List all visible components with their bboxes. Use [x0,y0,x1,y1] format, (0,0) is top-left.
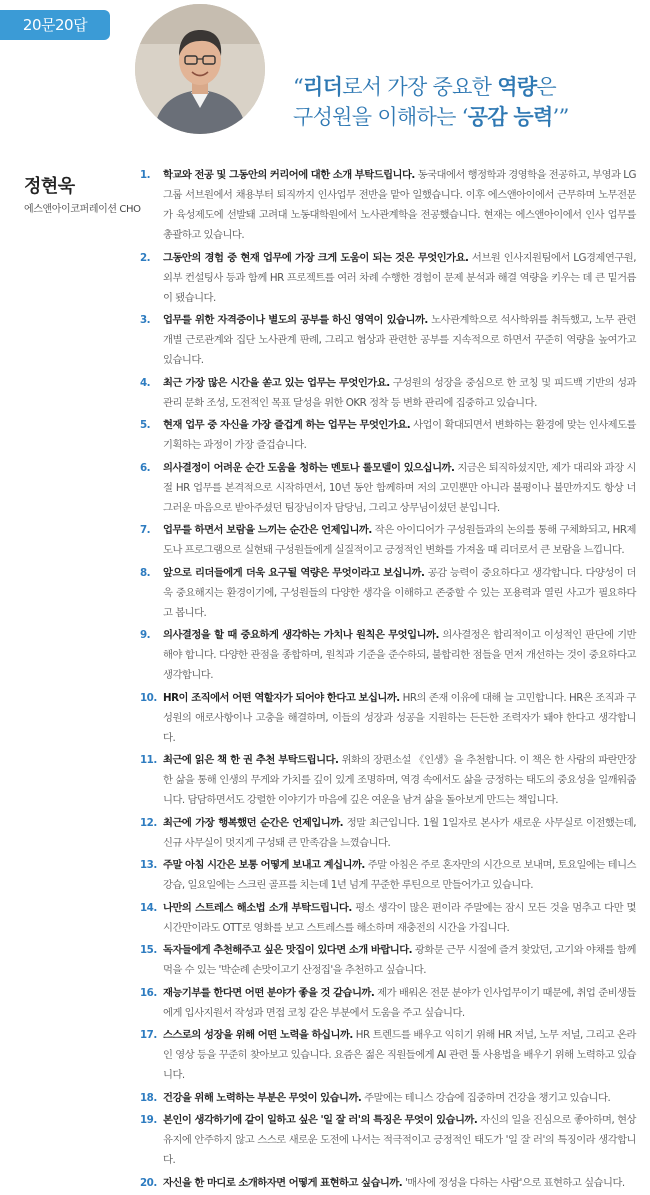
person-portrait-icon [135,4,265,134]
qa-answer: 사업이 확대되면서 변화하는 환경에 맞는 인사제도를 기획하는 과정이 가장 즐겁습니다. [163,419,636,451]
qa-question: 그동안의 경험 중 현재 업무에 가장 크게 도움이 되는 것은 무엇인가요. [163,251,469,264]
qa-question: 최근에 가장 행복했던 순간은 언제입니까. [163,816,344,829]
qa-answer: 제가 배워온 전문 분야가 인사업무이기 때문에, 취업 준비생들에게 입사지원서 작성과 면접 코칭 같은 부분에서 도움을 주고 싶습니다. [163,986,636,1019]
qa-question: 최근에 읽은 책 한 권 추천 부탁드립니다. [163,754,339,766]
qa-item [140,940,636,980]
qa-answer: 동국대에서 행정학과 경영학을 전공하고, 부영과 LG그룹 서브원에서 채용부터 퇴직까지 인사업무 전반을 맡아 일했습니다. 이후 에스앤아이에서 근무하며 노무전문가 육성제도에 선발돼 고려대 노동대학원에서 노사관계학을 전공했습니다. 현재는 에스앤아이에서 인사 업무를 총괄하고 있습니다. [163,169,636,241]
qa-answer: 구성원의 성장을 중심으로 한 코칭 및 피드백 기반의 성과관리 문화 조성, 도전적인 목표 달성을 위한 OKR 정착 등 변화 관리에 집중하고 있습니다. [163,376,637,409]
headline-quote [293,72,633,132]
qa-question: 의사결정이 어려운 순간 도움을 청하는 멘토나 롤모델이 있으십니까. [163,461,455,474]
qa-item [140,520,636,560]
qa-answer: 서브원 인사지원팀에서 LG경제연구원, 외부 컨설팅사 등과 함께 HR 프로젝트를 여러 차례 수행한 경험이 문제 분석과 해결 역량을 키우는 데 큰 밑거름이 됐습니다. [163,251,636,304]
section-tab: 20문20답 [0,10,110,40]
headline-bold-3: 공감 능력 [467,104,553,129]
qa-number: 12. [140,816,157,829]
qa-item [140,750,636,810]
qa-answer: 정말 최근입니다. 1월 1일자로 본사가 새로운 사무실로 이전했는데, 신규 사무실이 멋지게 구성돼 큰 만족감을 느꼈습니다. [163,816,636,849]
qa-item [140,563,636,623]
qa-question: 주말 아침 시간은 보통 어떻게 보내고 계십니까. [163,859,365,871]
qa-answer: 노사관계학으로 석사학위를 취득했고, 노무 관련 개별 근로관계와 집단 노사관계 판례, 그리고 협상과 관련한 공부를 지속적으로 하면서 꾸준히 역량을 높여가고 있습니다. [163,314,636,366]
headline-text-1: 로서 가장 중요한 [342,75,498,99]
qa-answer: 의사결정은 합리적이고 이성적인 판단에 기반해야 합니다. 다양한 관점을 종합하며, 원칙과 기준을 준수하되, 불합리한 점들을 먼저 개선하는 것이 중요하다고 생각합니다. [163,629,637,681]
qa-answer: 주말에는 테니스 강습에 집중하며 건강을 챙기고 있습니다. [361,1091,611,1104]
qa-question: 학교와 전공 및 그동안의 커리어에 대한 소개 부탁드립니다. [163,169,415,181]
qa-answer: 지금은 퇴직하셨지만, 제가 대리와 과장 시절 HR 업무를 본격적으로 시작하면서, 10년 동안 함께하며 저의 고민뿐만 아니라 불평이나 불만까지도 항상 너그러운 마음으로 받아주셨던 팀장님이자 담당님, 그리고 상무님이셨던 분입니다. [163,461,636,514]
qa-item [140,373,636,413]
qa-question: 재능기부를 한다면 어떤 분야가 좋을 것 같습니까. [163,986,375,999]
qa-question: 현재 업무 중 자신을 가장 즐겁게 하는 업무는 무엇인가요. [163,419,411,431]
qa-number: 14. [140,901,157,914]
qa-question: 최근 가장 많은 시간을 쏟고 있는 업무는 무엇인가요. [163,376,390,389]
qa-list [140,165,636,1195]
qa-question: 건강을 위해 노력하는 부분은 무엇이 있습니까. [163,1091,362,1104]
qa-item [140,310,636,370]
quote-mark: “ [293,75,304,99]
qa-number: 11. [140,754,157,766]
qa-number: 8. [140,566,151,579]
qa-number: 9. [140,629,151,641]
qa-item [140,165,636,245]
qa-question: 나만의 스트레스 해소법 소개 부탁드립니다. [163,901,352,914]
qa-item [140,1025,636,1085]
qa-answer: 작은 아이디어가 구성원들과의 논의를 통해 구체화되고, HR제도나 프로그램으로 실현돼 구성원들에게 실질적이고 긍정적인 변화를 가져올 때 리더로서 큰 보람을 느낍니다. [163,524,636,556]
qa-item [140,688,636,748]
qa-answer: '매사에 정성을 다하는 사람'으로 표현하고 싶습니다. [402,1176,625,1189]
qa-number: 6. [140,461,151,474]
headline-text-3: 구성원을 이해하는 ‘ [293,105,468,129]
qa-item [140,1088,636,1108]
qa-number: 1. [140,169,151,181]
qa-number: 20. [140,1176,157,1189]
qa-item [140,415,636,455]
qa-question: 의사결정을 할 때 중요하게 생각하는 가치나 원칙은 무엇입니까. [163,629,439,641]
profile-title: 에스앤아이코퍼레이션 CHO [24,204,141,215]
qa-answer: 자신의 일을 진심으로 좋아하며, 현상 유지에 안주하지 않고 스스로 새로운 도전에 나서는 적극적이고 긍정적인 태도가 '일 잘 러'의 특징이라 생각합니다. [163,1114,636,1166]
qa-question: 업무를 하면서 보람을 느끼는 순간은 언제입니까. [163,524,372,536]
qa-question: HR이 조직에서 어떤 역할자가 되어야 한다고 보십니까. [163,691,400,704]
qa-number: 4. [140,376,151,389]
qa-number: 16. [140,986,157,999]
qa-question: 독자들에게 추천해주고 싶은 맛집이 있다면 소개 바랍니다. [163,944,413,956]
qa-number: 17. [140,1029,157,1041]
qa-answer: HR의 존재 이유에 대해 늘 고민합니다. HR은 조직과 구성원의 애로사항이나 고충을 해결하며, 이들의 성장과 성공을 지원하는 든든한 조력자가 돼야 한다고 생각합니다. [163,691,636,744]
qa-item [140,1173,636,1193]
qa-number: 15. [140,944,157,956]
qa-number: 10. [140,691,157,704]
headline-bold-1: 리더 [303,74,343,99]
qa-item [140,248,636,308]
qa-number: 18. [140,1091,157,1104]
qa-item [140,898,636,938]
qa-question: 앞으로 리더들에게 더욱 요구될 역량은 무엇이라고 보십니까. [163,566,425,579]
qa-question: 업무를 위한 자격증이나 별도의 공부를 하신 영역이 있습니까. [163,314,428,326]
qa-item [140,1110,636,1170]
qa-answer: 광화문 근무 시절에 즐겨 찾았던, 고기와 야채를 함께 먹을 수 있는 '박순례 손맛이고기 산정집'을 추천하고 싶습니다. [163,944,636,976]
qa-answer: 평소 생각이 많은 편이라 주말에는 잠시 모든 것을 멈추고 다만 몇 시간만이라도 OTT로 영화를 보고 스트레스를 해소하며 재충전의 시간을 가집니다. [163,901,636,934]
qa-number: 5. [140,419,151,431]
qa-question: 자신을 한 마디로 소개하자면 어떻게 표현하고 싶습니까. [163,1176,403,1189]
qa-question: 본인이 생각하기에 같이 일하고 싶은 '일 잘 러'의 특징은 무엇이 있습니까. [163,1114,478,1126]
qa-number: 7. [140,524,151,536]
qa-answer: 공감 능력이 중요하다고 생각합니다. 다양성이 더욱 중요해지는 환경이기에, 구성원들의 다양한 생각을 이해하고 존중할 수 있는 포용력과 열린 사고가 필요하다고 봅니다. [163,566,636,619]
top-bar [0,0,650,56]
qa-answer: HR 트렌드를 배우고 익히기 위해 HR 저널, 노무 저널, 그리고 온라인 영상 등을 꾸준히 찾아보고 있습니다. 요즘은 젊은 직원들에게 AI 관련 툴 사용법을 배우기 위해 노력하고 있습니다. [163,1029,636,1081]
qa-number: 2. [140,251,151,264]
headline-line-1 [293,72,633,102]
qa-answer: 주말 아침은 주로 혼자만의 시간으로 보내며, 토요일에는 테니스 강습, 일요일에는 스크린 골프를 치는데 1년 넘게 꾸준한 루틴으로 만들어가고 있습니다. [163,859,636,891]
headline-line-2 [293,102,633,132]
qa-item [140,855,636,895]
qa-item [140,813,636,853]
qa-item [140,458,636,518]
qa-answer: 위화의 장편소설 《인생》을 추천합니다. 이 책은 한 사람의 파란만장한 삶을 통해 인생의 무게와 가치를 깊이 있게 조명하며, 역경 속에서도 삶을 긍정하는 태도의 중요성을 일깨워줍니다. 담담하면서도 강렬한 이야기가 마음에 깊은 여운을 남겨 삶을 돌아보게 만드는 책입니다. [163,754,636,806]
qa-item [140,625,636,685]
qa-question: 스스로의 성장을 위해 어떤 노력을 하십니까. [163,1029,353,1041]
headline-bold-2: 역량 [497,74,537,99]
qa-number: 13. [140,859,157,871]
qa-item [140,983,636,1023]
profile-name: 정현욱 [24,176,75,197]
qa-number: 19. [140,1114,157,1126]
qa-number: 3. [140,314,151,326]
quote-mark-end: ’” [552,105,569,129]
profile-photo [135,4,265,134]
headline-text-2: 은 [536,75,557,99]
